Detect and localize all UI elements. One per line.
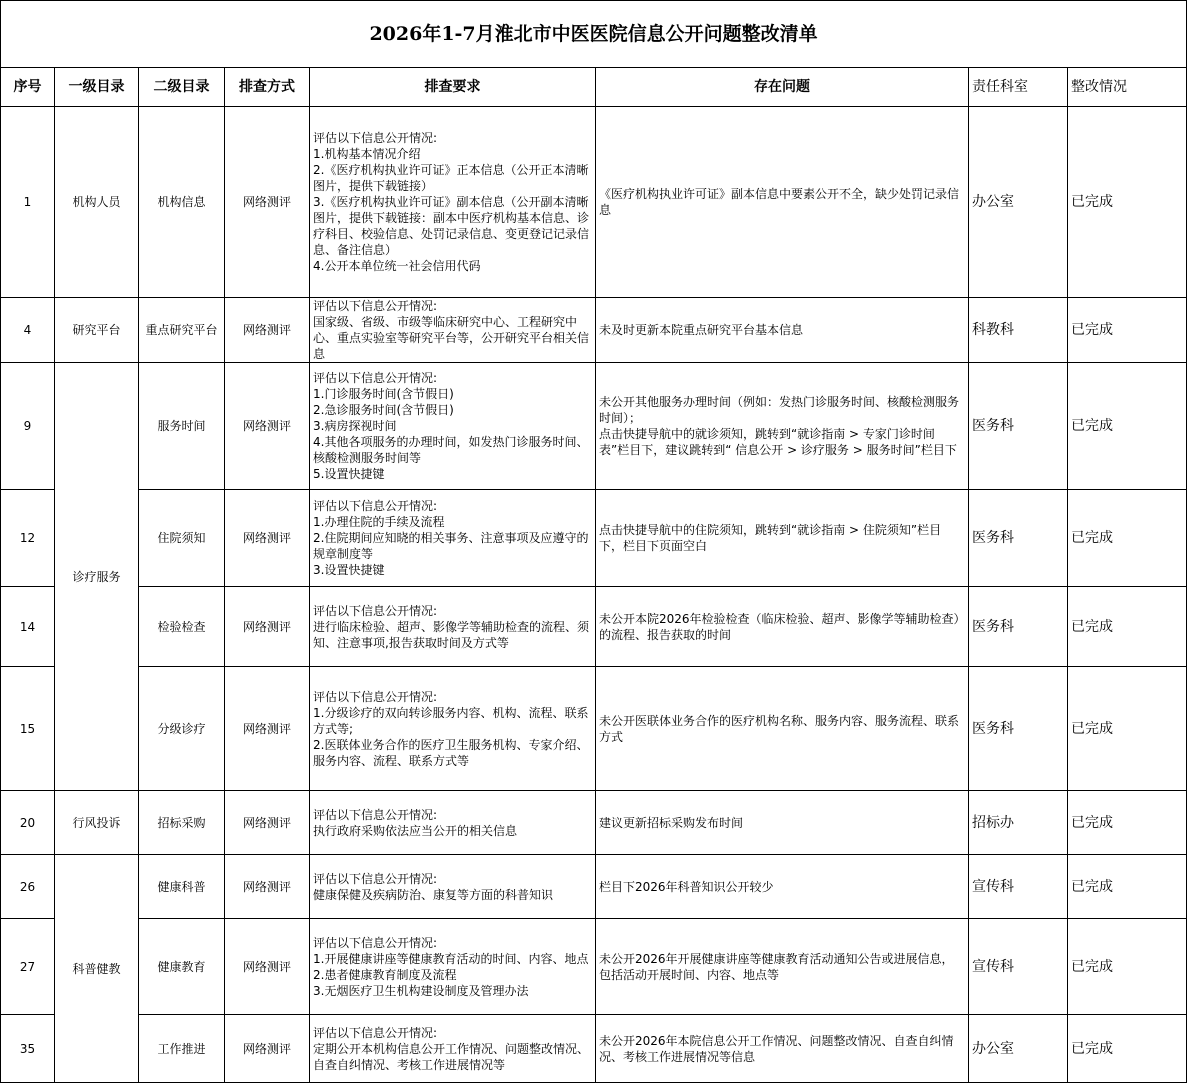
row-dept: 宣传科 (969, 855, 1068, 919)
row-level2: 机构信息 (139, 107, 225, 298)
table-row (1, 919, 1187, 1015)
row-level2: 检验检查 (139, 587, 225, 667)
row-status: 已完成 (1068, 791, 1187, 855)
row-no: 14 (1, 587, 55, 667)
row-status: 已完成 (1068, 919, 1187, 1015)
row-requirement: 评估以下信息公开情况: 定期公开本机构信息公开工作情况、问题整改情况、自查自纠情况、考核工作进展情况等 (310, 1015, 596, 1083)
table-row (1, 855, 1187, 919)
page-title: 2026年1-7月淮北市中医医院信息公开问题整改清单 (1, 1, 1187, 68)
header-no: 序号 (1, 68, 55, 107)
row-method: 网络测评 (225, 791, 310, 855)
row-requirement: 评估以下信息公开情况: 执行政府采购依法应当公开的相关信息 (310, 791, 596, 855)
row-level1: 研究平台 (55, 298, 139, 363)
header-issue: 存在问题 (596, 68, 969, 107)
row-method: 网络测评 (225, 298, 310, 363)
table-row (1, 298, 1187, 363)
row-no: 35 (1, 1015, 55, 1083)
row-dept: 办公室 (969, 1015, 1068, 1083)
row-level2: 重点研究平台 (139, 298, 225, 363)
row-level2: 招标采购 (139, 791, 225, 855)
row-dept: 医务科 (969, 490, 1068, 587)
header-level1: 一级目录 (55, 68, 139, 107)
row-requirement: 评估以下信息公开情况: 1.门诊服务时间(含节假日) 2.急诊服务时间(含节假日) 3.病房探视时间 4.其他各项服务的办理时间，如发热门诊服务时间、核酸检测服务时间等 5.设置快捷键 (310, 363, 596, 490)
row-requirement: 评估以下信息公开情况: 1.办理住院的手续及流程 2.住院期间应知晓的相关事务、注意事项及应遵守的规章制度等 3.设置快捷键 (310, 490, 596, 587)
row-level1: 行风投诉 (55, 791, 139, 855)
header-dept: 责任科室 (969, 68, 1068, 107)
row-status: 已完成 (1068, 490, 1187, 587)
row-dept: 宣传科 (969, 919, 1068, 1015)
row-level2: 工作推进 (139, 1015, 225, 1083)
table-row (1, 1015, 1187, 1083)
row-level1: 科普健教 (55, 855, 139, 1083)
row-method: 网络测评 (225, 919, 310, 1015)
row-dept: 医务科 (969, 363, 1068, 490)
row-issue: 未公开医联体业务合作的医疗机构名称、服务内容、服务流程、联系方式 (596, 667, 969, 791)
row-dept: 医务科 (969, 667, 1068, 791)
row-method: 网络测评 (225, 855, 310, 919)
row-status: 已完成 (1068, 363, 1187, 490)
row-issue: 未公开2026年本院信息公开工作情况、问题整改情况、自查自纠情况、考核工作进展情况等信息 (596, 1015, 969, 1083)
row-method: 网络测评 (225, 1015, 310, 1083)
row-method: 网络测评 (225, 107, 310, 298)
row-status: 已完成 (1068, 855, 1187, 919)
row-requirement: 评估以下信息公开情况: 国家级、省级、市级等临床研究中心、工程研究中心、重点实验室等研究平台等，公开研究平台相关信息 (310, 298, 596, 363)
row-requirement: 评估以下信息公开情况: 1.机构基本情况介绍 2.《医疗机构执业许可证》正本信息（公开正本清晰图片，提供下载链接） 3.《医疗机构执业许可证》副本信息（公开副本清晰图片，提供下载链接：副本中医疗机构基本信息、诊疗科目、校验信息、处罚记录信息、变更登记记录信息、备注信息） 4.公开本单位统一社会信用代码 (310, 107, 596, 298)
table-row (1, 587, 1187, 667)
row-issue: 点击快捷导航中的住院须知，跳转到“就诊指南 > 住院须知”栏目下，栏目下页面空白 (596, 490, 969, 587)
row-no: 1 (1, 107, 55, 298)
header-row (1, 68, 1187, 107)
header-requirement: 排查要求 (310, 68, 596, 107)
row-method: 网络测评 (225, 667, 310, 791)
row-no: 26 (1, 855, 55, 919)
row-level2: 健康科普 (139, 855, 225, 919)
row-no: 27 (1, 919, 55, 1015)
row-issue: 建议更新招标采购发布时间 (596, 791, 969, 855)
table-row (1, 490, 1187, 587)
header-level2: 二级目录 (139, 68, 225, 107)
row-issue: 未公开2026年开展健康讲座等健康教育活动通知公告或进展信息，包括活动开展时间、内容、地点等 (596, 919, 969, 1015)
header-status: 整改情况 (1068, 68, 1187, 107)
row-requirement: 评估以下信息公开情况: 1.开展健康讲座等健康教育活动的时间、内容、地点 2.患者健康教育制度及流程 3.无烟医疗卫生机构建设制度及管理办法 (310, 919, 596, 1015)
row-level2: 住院须知 (139, 490, 225, 587)
row-dept: 医务科 (969, 587, 1068, 667)
row-no: 9 (1, 363, 55, 490)
row-requirement: 评估以下信息公开情况: 健康保健及疾病防治、康复等方面的科普知识 (310, 855, 596, 919)
row-level1: 机构人员 (55, 107, 139, 298)
row-no: 15 (1, 667, 55, 791)
row-level1: 诊疗服务 (55, 363, 139, 791)
row-status: 已完成 (1068, 298, 1187, 363)
row-method: 网络测评 (225, 363, 310, 490)
row-status: 已完成 (1068, 587, 1187, 667)
row-dept: 科教科 (969, 298, 1068, 363)
table-row (1, 791, 1187, 855)
row-method: 网络测评 (225, 587, 310, 667)
row-level2: 分级诊疗 (139, 667, 225, 791)
row-issue: 《医疗机构执业许可证》副本信息中要素公开不全，缺少处罚记录信息 (596, 107, 969, 298)
row-requirement: 评估以下信息公开情况: 进行临床检验、超声、影像学等辅助检查的流程、须知、注意事项,报告获取时间及方式等 (310, 587, 596, 667)
row-no: 20 (1, 791, 55, 855)
header-method: 排查方式 (225, 68, 310, 107)
row-issue: 未公开其他服务办理时间（例如：发热门诊服务时间、核酸检测服务时间）； 点击快捷导航中的就诊须知，跳转到“就诊指南 > 专家门诊时间表”栏目下，建议跳转到“ 信息公开 > 诊疗服务 > 服务时间”栏目下 (596, 363, 969, 490)
table-row (1, 667, 1187, 791)
row-requirement: 评估以下信息公开情况: 1.分级诊疗的双向转诊服务内容、机构、流程、联系方式等; 2.医联体业务合作的医疗卫生服务机构、专家介绍、服务内容、流程、联系方式等 (310, 667, 596, 791)
row-status: 已完成 (1068, 107, 1187, 298)
row-dept: 办公室 (969, 107, 1068, 298)
row-issue: 未公开本院2026年检验检查（临床检验、超声、影像学等辅助检查）的流程、报告获取的时间 (596, 587, 969, 667)
row-no: 12 (1, 490, 55, 587)
row-status: 已完成 (1068, 667, 1187, 791)
row-method: 网络测评 (225, 490, 310, 587)
row-issue: 栏目下2026年科普知识公开较少 (596, 855, 969, 919)
row-no: 4 (1, 298, 55, 363)
table-row (1, 107, 1187, 298)
row-level2: 健康教育 (139, 919, 225, 1015)
row-level2: 服务时间 (139, 363, 225, 490)
table-row (1, 363, 1187, 490)
row-dept: 招标办 (969, 791, 1068, 855)
row-issue: 未及时更新本院重点研究平台基本信息 (596, 298, 969, 363)
row-status: 已完成 (1068, 1015, 1187, 1083)
